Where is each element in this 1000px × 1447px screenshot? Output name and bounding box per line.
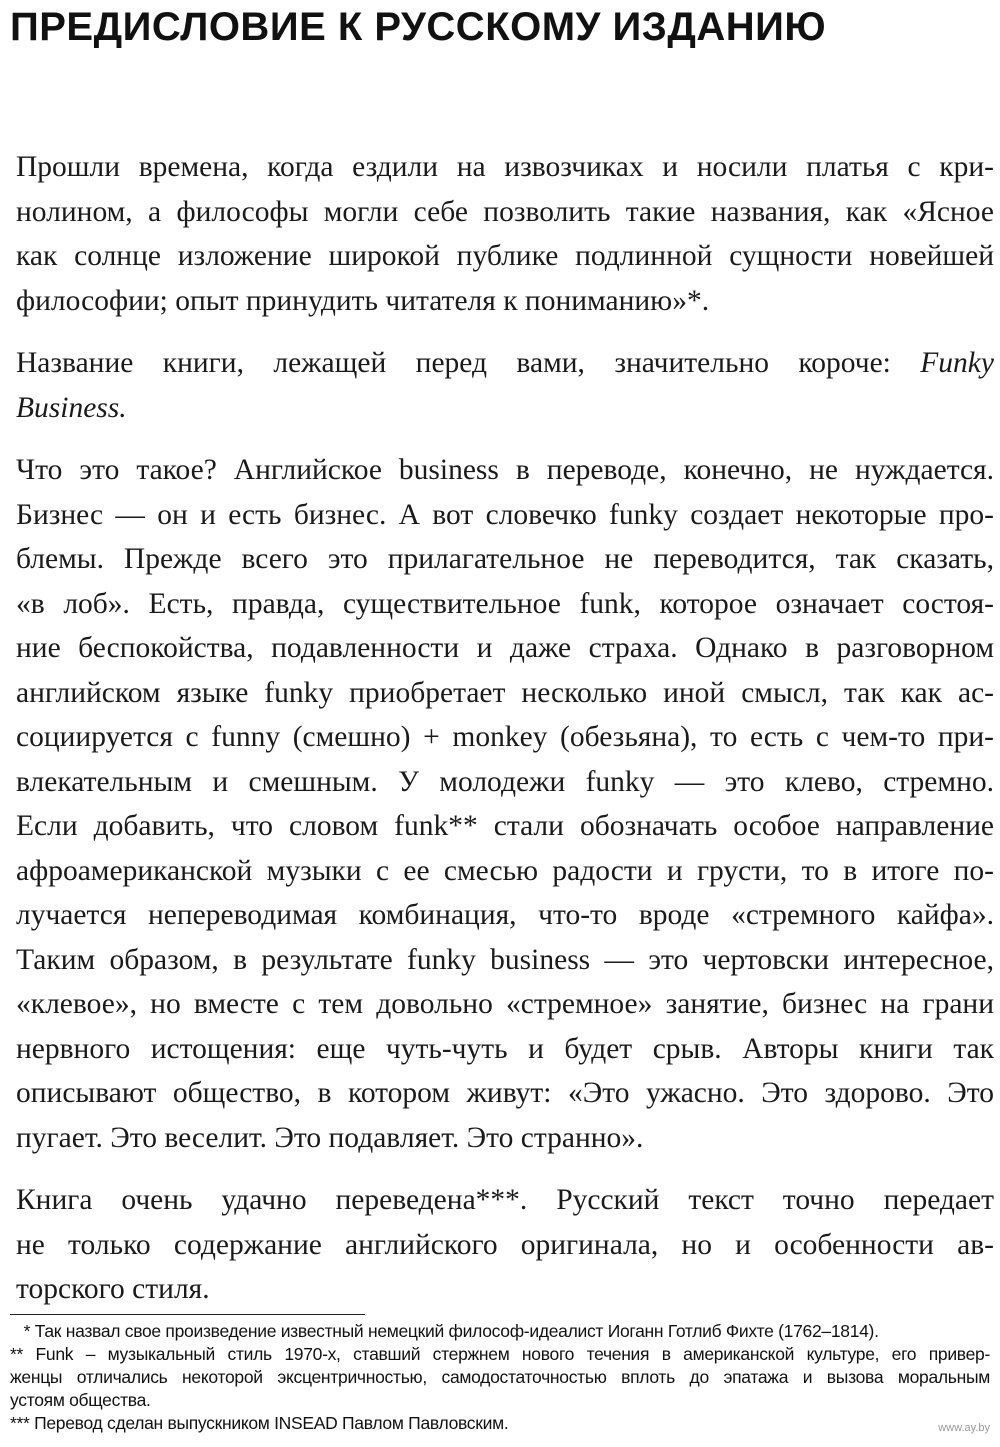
book-title-italic: Business.: [16, 391, 127, 424]
paragraph-line: [16, 386, 994, 431]
paragraph-line: нервного истощения: еще чуть-чуть и будет срыв. Авторы книги так: [16, 1032, 994, 1065]
paragraph-line: Что это такое? Английское business в переводе, конечно, не нуждается.: [16, 454, 994, 486]
watermark: www.ay.by: [938, 1422, 990, 1434]
paragraph-line: влекательным и смешным. У молодежи funky — это клево, стремно.: [16, 765, 994, 798]
paragraph-line: нолином, а философы могли себе позволить такие названия, как «Ясное: [16, 195, 994, 228]
paragraph-text: Название книги, лежащей перед вами, значительно короче:: [16, 347, 921, 379]
book-title-italic: Funky: [920, 347, 994, 379]
paragraph-line: афроамериканской музыки с ее смесью радости и грусти, то в итоге по-: [16, 854, 994, 887]
footnote-line: устоям общества.: [10, 1390, 151, 1410]
footnote-2: [10, 1343, 990, 1412]
paragraph-line: философии; опыт принудить читателя к пониманию»*.: [16, 284, 710, 317]
paragraph-line: торского стиля.: [16, 1273, 210, 1305]
paragraph-line: описывают общество, в котором живут: «Это ужасно. Это здорово. Это: [16, 1077, 994, 1109]
paragraph-line: ние беспокойства, подавленности и даже страха. Однако в разговорном: [16, 632, 994, 664]
footnote-line: * Так назвал свое произведение известный немецкий философ-идеалист Иоганн Готлиб Фихте (1762–1814).: [10, 1321, 879, 1341]
paragraph-2: [16, 341, 994, 430]
paragraph-1: [16, 145, 994, 323]
paragraph-line: английском языке funky приобретает несколько иной смысл, так как ас-: [16, 676, 994, 709]
paragraph-line: Прошли времена, когда ездили на извозчиках и носили платья с кри-: [16, 151, 994, 183]
paragraph-line: как солнце изложение широкой публике подлинной сущности новейшей: [16, 240, 994, 272]
footnote-divider: [10, 1314, 365, 1315]
paragraph-line: Таким образом, в результате funky business — это чертовски интересное,: [16, 943, 994, 976]
paragraph-line: «в лоб». Есть, правда, существительное funk, которое означает состоя-: [16, 587, 994, 620]
paragraph-line: блемы. Прежде всего это прилагательное не переводится, так сказать,: [16, 543, 994, 575]
paragraph-line: социируется с funny (смешно) + monkey (обезьяна), то есть с чем-то при-: [16, 721, 994, 753]
paragraph-line: Бизнес — он и есть бизнес. А вот словечко funky создает некоторые про-: [16, 498, 994, 531]
footnote-line: женцы отличались некоторой эксцентричностью, самодостаточностью вплоть до эпатажа и вызова моральным: [10, 1367, 990, 1387]
paragraph-4: [16, 1178, 994, 1312]
paragraph-line: «клевое», но вместе с тем довольно «стремное» занятие, бизнес на грани: [16, 988, 994, 1020]
paragraph-line: Если добавить, что словом funk** стали обозначать особое направление: [16, 810, 994, 842]
footnotes: [10, 1320, 990, 1435]
footnote-3: [10, 1412, 990, 1435]
paragraph-line: пугает. Это веселит. Это подавляет. Это странно».: [16, 1121, 644, 1154]
footnote-line: ** Funk – музыкальный стиль 1970-х, ставший стержнем нового течения в американской культуре, его привер-: [10, 1344, 990, 1364]
body-text: [16, 145, 994, 1330]
paragraph-line: Книга очень удачно переведена***. Русский текст точно передает: [16, 1184, 994, 1216]
paragraph-3: [16, 448, 994, 1160]
paragraph-line: [16, 341, 994, 386]
footnote-line: *** Перевод сделан выпускником INSEAD Павлом Павловским.: [10, 1413, 509, 1433]
chapter-title: ПРЕДИСЛОВИЕ К РУССКОМУ ИЗДАНИЮ: [10, 5, 827, 49]
paragraph-line: не только содержание английского оригинала, но и особенности ав-: [16, 1228, 994, 1261]
footnote-1: [10, 1320, 990, 1343]
paragraph-line: лучается непереводимая комбинация, что-то вроде «стремного кайфа».: [16, 899, 994, 931]
